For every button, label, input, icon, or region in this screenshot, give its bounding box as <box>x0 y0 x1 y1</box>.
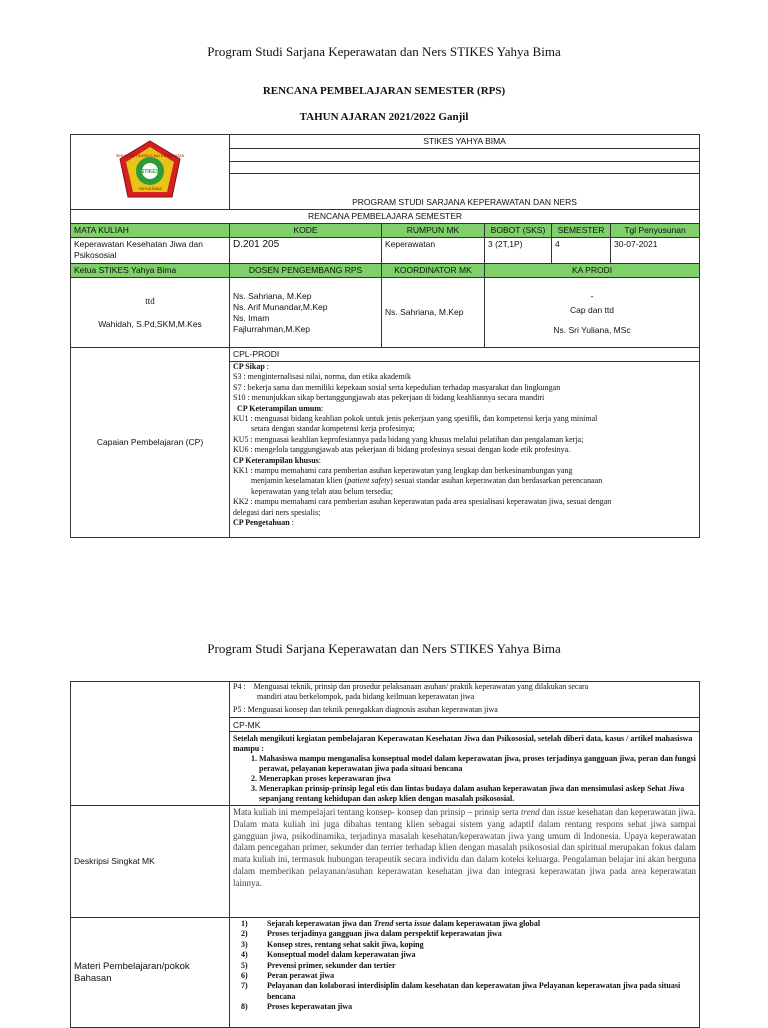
cpmk-item: 1. Mahasiswa mampu menganalisa konseptual model dalam keperawatan jiwa, proses terjadinya gangguan jiwa, peran dan fungsi perawat, pelayanan keperawatan jiwa pada situasi bencana <box>259 754 696 774</box>
academic-year: TAHUN AJARAN 2021/2022 Ganjil <box>299 111 469 123</box>
course-code: D.201 205 <box>230 238 382 264</box>
logo-bottom-text: YAHYA BIMA <box>138 185 162 191</box>
document-title: RENCANA PEMBELAJARAN SEMESTER (RPS) <box>262 85 506 97</box>
materi-item: 8) Proses keperawatan jiwa <box>241 1002 353 1012</box>
dosen-list <box>230 278 382 348</box>
dosen-4: Fajlurrahman,M.Kep <box>233 323 311 334</box>
logo-center-text: STIKES <box>140 168 160 175</box>
cp-kk2: KK2 : mampu memahami cara pemberian asuhan keperawatan pada area spesialisasi keperawatan jiwa, sesuai dengan <box>233 497 612 507</box>
ketua-sign <box>71 278 230 348</box>
kaprodi-ttd: Cap dan ttd <box>570 304 614 315</box>
koordinator-name: Ns. Sahriana, M.Kep <box>382 278 485 348</box>
ketua-name: Wahidah, S.Pd,SKM,M.Kes <box>98 318 202 329</box>
rps-table-page2 <box>70 681 700 1028</box>
kaprodi-sign <box>485 278 700 348</box>
cpmk-intro: Setelah mengikuti kegiatan pembelajaran Keperawatan Kesehatan Jiwa dan Psikososial, setelah diberi data, kasus / artikel mahasiswa mampu : <box>233 734 693 753</box>
course-rumpun: Keperawatan <box>382 238 485 264</box>
p-items <box>230 682 700 806</box>
cp-ku1-cont: setara dengan standar kompetensi kerja profesinya; <box>251 424 415 434</box>
logo-cell <box>71 135 230 210</box>
desc-text: Mata kuliah ini mempelajari tentang konsep- konsep dan prinsip – prinsip serta trend dan issue kesehatan dan keperawatan jiwa. Dalam mata kuliah ini juga dibahas tentang klien sebagai sistem yang adaptif dalam rentang respons sehat jiwa sampai gangguan jiwa, psikodinamika, terjadinya masalah kesehatan/keperawatan jiwa yang umum di Indonesia. Upaya keperawatan dalam pencegahan primer, sekunder dan terrier terhadap klien dengan masalah psikososial dan spiritual merupakan fokus dalam mata kuliah ini, termasuk hubungan terapeutik secara individu dan dalam koteks keluarga. Pengalaman belajar ini akan berguna dalam memberikan pelayanan/asuhan keperawatan kesehatan jiwa dan integrasi keperawatan jiwa pada area keperawatan lainnya. <box>230 806 700 918</box>
cp-ku6: KU6 : mengelola tanggungjawab atas pekerjaan di bidang profesinya sesuai dengan kode etik profesinya. <box>233 445 571 455</box>
role-ketua: Ketua STIKES Yahya Bima <box>71 264 230 278</box>
institution-name: STIKES YAHYA BIMA <box>230 135 700 149</box>
materi-item: 7) Pelayanan dan kolaborasi interdisiplin dalam kesehatan dan keperawatan jiwa Pelayanan keperawatan jiwa pada situasi bencana <box>241 981 681 1001</box>
materi-label: Materi Pembelajaran/pokok Bahasan <box>71 918 230 1028</box>
cp-s7: S7 : bekerja sama dan memiliki kepekaan sosial serta kepedulian terhadap masyarakat dan lingkungan <box>233 382 561 392</box>
materi-list <box>230 918 700 1028</box>
desc-label: Deskripsi Singkat MK <box>71 806 230 918</box>
materi-item: 1) Sejarah keperawatan jiwa dan Trend serta issue dalam keperawatan jiwa global <box>241 919 541 928</box>
materi-item: 4) Konseptual model dalam keperawatan jiwa <box>241 950 416 960</box>
cp-kk1-cont2: keperawatan yang telah atau belum tersedia; <box>251 486 393 496</box>
rps-table-page1 <box>70 134 700 538</box>
cp-s10: S10 : menunjukkan sikap bertanggungjawab atas pekerjaan di bidang keahliannya secara mandiri <box>233 393 545 403</box>
page2-header: Program Studi Sarjana Keperawatan dan Ners STIKES Yahya Bima <box>207 641 561 656</box>
cpl-label: Capaian Pembelajaran (CP) <box>71 348 230 538</box>
col-bobot: BOBOT (SKS) <box>485 224 552 238</box>
cp-ku5: KU5 : menguasai keahlian keprofesiannya pada bidang yang khusus melalui pelatihan dan pengalaman kerja; <box>233 434 584 444</box>
cpmk-list <box>233 754 696 804</box>
dosen-1: Ns. Sahriana, M.Kep <box>233 290 312 301</box>
kaprodi-name: Ns. Sri Yuliana, MSc <box>553 324 631 335</box>
cpl-head: CPL-PRODI <box>230 348 700 362</box>
course-bobot: 3 (2T,1P) <box>485 238 552 264</box>
p4-cont: mandiri atau berkelompok, pada bidang keilmuan keperawatan jiwa <box>257 692 475 701</box>
cp-s3: S3 : menginternalisasi nilai, norma, dan etika akademik <box>233 372 411 382</box>
p5-text: P5 : Menguasai konsep dan teknik penegakkan diagnosis asuhan keperawatan jiwa <box>233 705 498 714</box>
materi-item: 2) Proses terjadinya gangguan jiwa dalam perspektif keperawatan jiwa <box>241 929 502 939</box>
col-mata-kuliah: MATA KULIAH <box>71 224 230 238</box>
logo-top-text: SEKOLAH TINGGI ILMU KESEHATAN <box>116 152 184 158</box>
materi-item: 5) Prevensi primer, sekunder dan tertier <box>241 960 396 970</box>
col-tgl: Tgl Penyusunan <box>611 224 700 238</box>
cp-ku-heading: CP Keterampilan umum <box>237 403 321 413</box>
role-koordinator: KOORDINATOR MK <box>382 264 485 278</box>
cp-kk1: KK1 : mampu memahami cara pemberian asuhan keperawatan yang lengkap dan berkesinambungan yang <box>233 466 573 476</box>
course-semester: 4 <box>552 238 611 264</box>
materi-item: 6) Peran perawat jiwa <box>241 971 335 981</box>
course-date: 30-07-2021 <box>611 238 700 264</box>
cpmk-item: 3. Menerapkan prinsip-prinsip legal etis dan lintas budaya dalam asuhan keperawatan jiwa dan mensimulasi askep Sehat Jiwa sepanjang rentang kehidupan dan askep klien dengan masalah psikososial. <box>259 784 696 804</box>
cp-kk2-cont: delegasi dari ners spesialis; <box>233 507 321 517</box>
stikes-logo-icon <box>116 139 184 203</box>
role-kaprodi: KA PRODI <box>485 264 700 278</box>
page-header: Program Studi Sarjana Keperawatan dan Ners STIKES Yahya Bima <box>207 44 561 59</box>
cp-sikap-heading: CP Sikap <box>233 362 265 371</box>
ketua-ttd: ttd <box>145 295 155 306</box>
doc-name: RENCANA PEMBELAJARA SEMESTER <box>71 210 700 224</box>
cpmk-item: 2. Menerapkan proses keperawaran jiwa <box>259 774 696 784</box>
cp-kk-heading: CP Keterampilan khusus <box>233 455 319 465</box>
role-dosen: DOSEN PENGEMBANG RPS <box>230 264 382 278</box>
course-name: Keperawatan Kesehatan Jiwa dan Psikososial <box>71 238 230 264</box>
col-semester: SEMESTER <box>552 224 611 238</box>
cp-ku1: KU1 : menguasai bidang keahlian pokok untuk jenis pekerjaan yang spesifik, dan kompetensi kerja yang minimal <box>233 414 598 424</box>
dosen-3: Ns. Imam <box>233 312 270 323</box>
program-name: PROGRAM STUDI SARJANA KEPERAWATAN DAN NERS <box>230 174 700 210</box>
col-rumpun: RUMPUN MK <box>382 224 485 238</box>
cpmk-head: CP-MK <box>233 720 261 730</box>
col-kode: KODE <box>230 224 382 238</box>
kaprodi-dot: - <box>590 290 594 301</box>
cpl-content: CP Sikap : S3 : menginternalisasi nilai, norma, dan etika akademik S7 : bekerja sama dan memiliki kepekaan sosial serta kepedulian terhadap masyarakat dan lingkungan S10 : menunjukkan sikap bertanggungjawab atas pekerjaan di bidang keahliannya secara mandiri CP Keterampilan umum: KU1 : menguasai bidang keahlian pokok untuk jenis pekerjaan yang spesifik, dan kompetensi kerja yang minimal setara dengan standar kompetensi kerja profesinya; KU5 : menguasai keahlian keprofesiannya pada bidang yang khusus melalui pelatihan dan pengalaman kerja; KU6 : mengelola tanggungjawab atas pekerjaan di bidang profesinya sesuai dengan kode etik profesinya. CP Keterampilan khusus: KK1 : mampu memahami cara pemberian asuhan keperawatan yang lengkap dan berkesinambungan yang menjamin keselamatan klien (patient safety) sesuai standar asuhan keperawatan dan berdasarkan perencanaan keperawatan yang telah atau belum tersedia; KK2 : mampu memahami cara pemberian asuhan keperawatan pada area spesialisasi keperawatan jiwa, sesuai dengan delegasi dari ners spesialis; CP Pengetahuan : <box>230 362 700 538</box>
materi-item: 3) Konsep stres, rentang sehat sakit jiwa, koping <box>241 939 424 949</box>
p4-label: P4 : <box>233 682 246 691</box>
dosen-2: Ns. Arif Munandar,M.Kep <box>233 301 328 312</box>
p4-text: Menguasai teknik, prinsip dan prosedur pelaksanaan asuhan/ praktik keperawatan yang dilakukan secara <box>253 682 589 691</box>
cp-kk1-cont: menjamin keselamatan klien (patient safety) sesuai standar asuhan keperawatan dan berdasarkan perencanaan <box>251 476 603 486</box>
cp-pengetahuan-heading: CP Pengetahuan <box>233 518 290 528</box>
